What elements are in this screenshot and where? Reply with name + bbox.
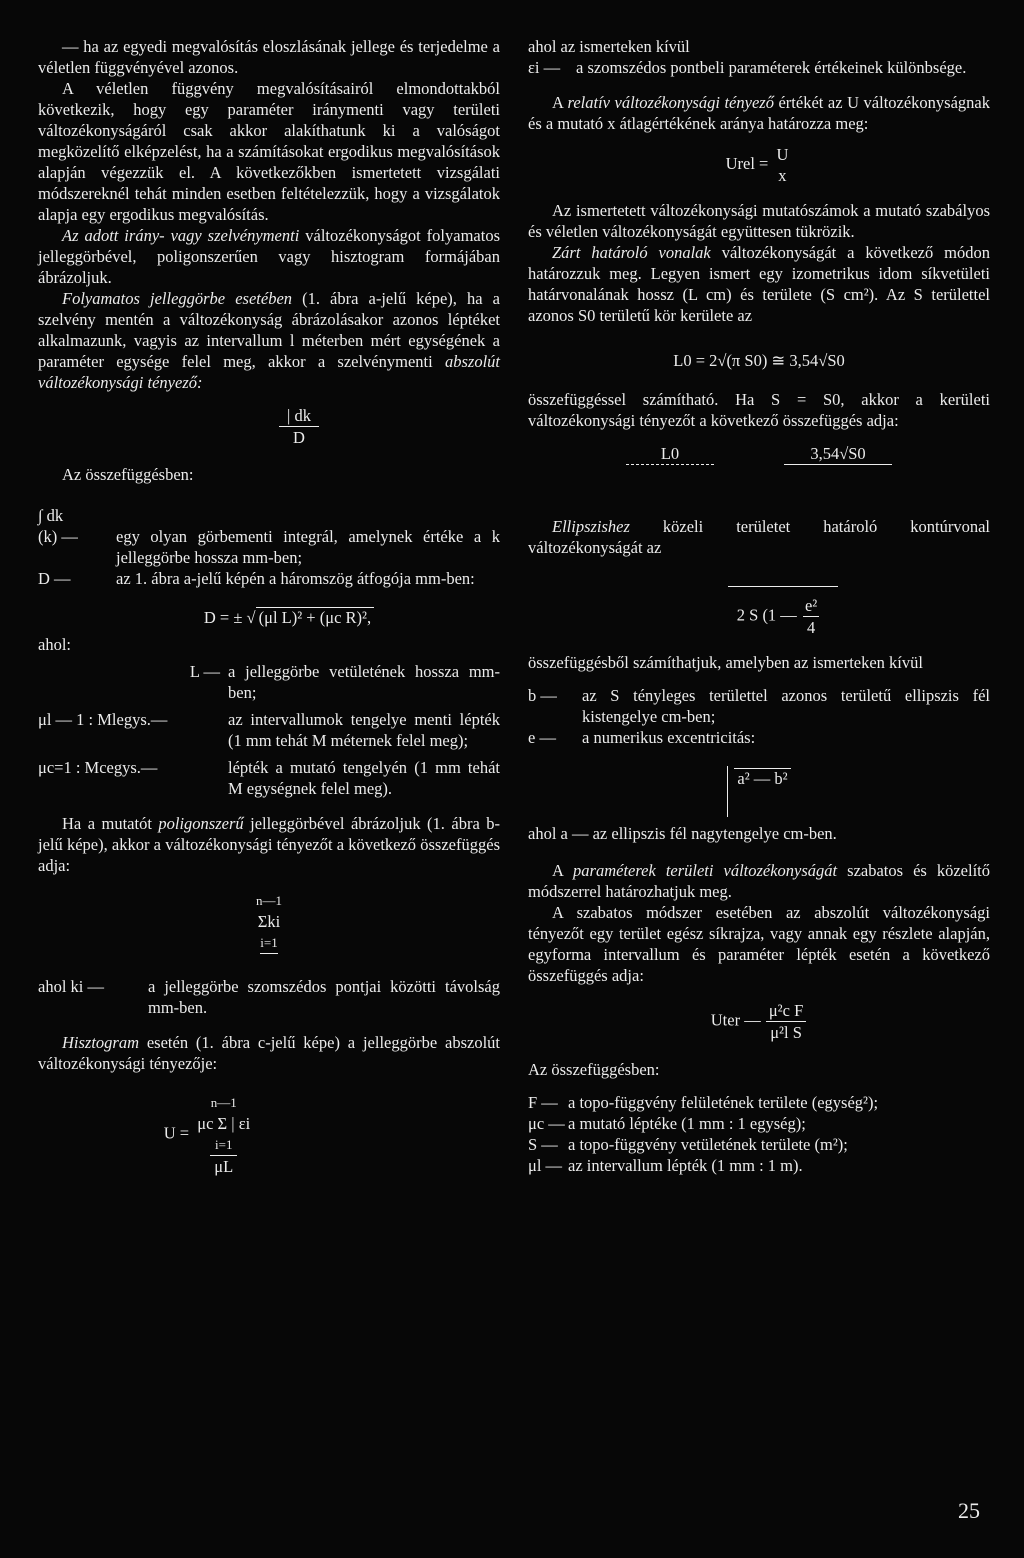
numerator: | dk [287, 406, 311, 425]
right-column [528, 36, 990, 1176]
italic-term: relatív változékonysági tényező [567, 93, 774, 112]
fraction [784, 443, 892, 486]
formula-circle: L0 = 2√(π S0) ≅ 3,54√S0 [673, 351, 845, 370]
formula-lhs: D = ± [203, 608, 243, 627]
definition-muc [528, 1113, 990, 1134]
numerator: L0 [660, 444, 680, 463]
paragraph: A paraméterek területi változékonyságát szabatos és közelítő módszerrel határozhatjuk meg. [528, 861, 990, 901]
italic-term: Folyamatos jelleggörbe esetében [62, 289, 293, 308]
def-text: a topo-függvény vetületének területe (m²); [568, 1135, 848, 1154]
italic-term: poligonszerű [158, 814, 244, 833]
def-text: az S tényleges területtel azonos területű ellipszis fél kistengelye cm-ben; [582, 686, 990, 726]
denominator: x [778, 166, 787, 185]
def-label: b — [528, 686, 557, 705]
definition-mul [38, 709, 500, 751]
radical [727, 766, 790, 817]
fraction [626, 443, 714, 486]
def-text: a topo-függvény felületének területe (egység²); [568, 1093, 879, 1112]
numerator: U [776, 145, 789, 164]
in-label: Az összefüggésben: [528, 1060, 660, 1079]
paragraph: — ha az egyedi megvalósítás eloszlásának jellege és terjedelme a véletlen függvényével azonos. [38, 37, 500, 77]
sum-upper: n—1 [256, 893, 282, 908]
paragraph: ahol a — az ellipszis fél nagytengelye cm-ben. [528, 824, 837, 843]
formula-territory [528, 1000, 990, 1043]
def-label: μl — 1 : Mlegys.— [38, 710, 168, 729]
fraction [772, 144, 792, 186]
formula-perimeter [528, 443, 990, 486]
def-label: εi — [528, 58, 561, 77]
formula-lhs: U = [163, 1123, 190, 1143]
def-text: a numerikus excentricitás: [582, 728, 756, 747]
sum-lower: i=1 [260, 932, 277, 954]
text: (1. ábra a-jelű képe), ha a szelvény mentén a változékonyság ábrázolásakor azonos léptéket alkalmazunk, vagyis az intervallum l méterben mért egységének a paraméter egysége felel meg, akkor a szelvénymenti [38, 289, 500, 371]
paragraph: Ellipszishez közeli területet határoló kontúrvonal változékonyságát az [528, 517, 990, 557]
def-text: egy olyan görbementi integrál, amelynek értéke a k jelleggörbe hossza mm-ben; [116, 527, 500, 567]
numerator: e² [804, 596, 818, 615]
sum-lower: i=1 [215, 1137, 233, 1152]
definition-mul [528, 1155, 990, 1176]
paragraph: összefüggésből számíthatjuk, amelyben az ismerteken kívül [528, 653, 923, 672]
def-label: L — [189, 662, 220, 681]
formula-excentricity [528, 766, 990, 817]
paragraph: összefüggéssel számítható. Ha S = S0, akkor a kerületi változékonysági tényezőt a következő összefüggés adja: [528, 390, 990, 430]
def-label: F — [528, 1093, 558, 1112]
denominator [626, 464, 714, 486]
def-text: a jelleggörbe szomszédos pontjai közötti távolság mm-ben. [148, 977, 500, 1017]
formula-bar [728, 586, 838, 587]
def-label: μl — [528, 1156, 563, 1175]
formula-polygon [38, 890, 500, 954]
fraction [765, 1000, 807, 1043]
denominator: 4 [803, 616, 819, 638]
in-label: Az összefüggésben: [62, 465, 194, 484]
def-text: az 1. ábra a-jelű képén a háromszög átfogója mm-ben: [116, 569, 475, 588]
def-text: a mutató léptéke (1 mm : 1 egység); [568, 1114, 806, 1133]
formula-lhs: Uter — [710, 1010, 761, 1030]
definition-e [528, 727, 990, 748]
def-text: az intervallum lépték (1 mm : 1 m). [568, 1156, 803, 1175]
denominator: D [279, 426, 319, 448]
numerator: 3,54√S0 [810, 444, 866, 463]
formula-histogram [0, 1092, 500, 1177]
fraction [193, 1092, 254, 1177]
italic-term: Hisztogram [62, 1033, 140, 1052]
denominator [784, 464, 892, 486]
def-text: az intervallumok tengelye menti lépték (1 mm tehát M méternek felel meg); [228, 710, 500, 750]
fraction [279, 405, 319, 448]
definition-F [528, 1092, 990, 1113]
paragraph: Zárt határoló vonalak változékonyságát a következő módon határozzuk meg. Legyen ismert egy izometrikus idom síkvetületi határvonalának hossz (L cm) és területe (S cm²). Az S területtel azonos S0 területű kör kerülete az [528, 243, 990, 325]
paragraph: Ha a mutatót poligonszerű jelleggörbével ábrázoljuk (1. ábra b-jelű képe), akkor a változékonysági tényezőt a következő összefüggés adja: [38, 814, 500, 875]
sum-block [256, 890, 282, 954]
italic-term: paraméterek területi változékonyságát [573, 861, 838, 880]
definition-L [38, 661, 500, 703]
sum-term: Σki [257, 912, 281, 931]
italic-term: abszolút változékonysági tényező: [38, 352, 500, 392]
paragraph: Hisztogram esetén (1. ábra c-jelű képe) a jelleggörbe abszolút változékonysági tényezője: [38, 1033, 500, 1073]
def-label: e — [528, 728, 556, 747]
left-column [38, 36, 500, 1183]
paragraph [38, 225, 500, 288]
radicand: a² — b² [734, 768, 790, 788]
def-text: lépték a mutató tengelyén (1 mm tehát M egységnek felel meg). [228, 758, 500, 798]
radicand: (μl L)² + (μc R)², [256, 607, 375, 627]
def-label: S — [528, 1135, 558, 1154]
numerator: μc Σ | εi [197, 1114, 251, 1133]
def-label: (k) — [38, 527, 78, 546]
paragraph: A szabatos módszer esetében az abszolút változékonysági tényezőt egy terület egész síkrajza, vagy annak egy részlete alapján, egyforma intervallum és paraméter lépték esetén a következő összefüggés adja: [528, 903, 990, 985]
definition-ki [38, 976, 500, 1018]
sum-upper: n—1 [210, 1095, 237, 1110]
formula-D: D = ± √ (μl L)² + (μc R)², [78, 607, 500, 628]
def-text: a jelleggörbe vetületének hossza mm-ben; [228, 662, 500, 702]
italic-term: Ellipszishez [552, 517, 630, 536]
ahol-label: ahol: [38, 635, 71, 654]
definition-eps [528, 57, 990, 78]
paragraph: A relatív változékonysági tényező értékét az U változékonyságnak és a mutató x átlagértékének aránya határozza meg: [528, 93, 990, 133]
def-label: μc=1 : Mcegys.— [38, 758, 158, 777]
def-label: D — [38, 569, 71, 588]
definition-muc [38, 757, 500, 799]
numerator: μ²c F [768, 1001, 804, 1020]
paragraph [38, 288, 500, 393]
definition-b [528, 685, 990, 727]
formula-relative [528, 144, 990, 186]
definition-D [38, 568, 500, 589]
formula-ellipse [568, 595, 990, 638]
def-text: a szomszédos pontbeli paraméterek értékeinek különbsége. [576, 58, 967, 77]
definition-S [528, 1134, 990, 1155]
paragraph: A véletlen függvény megvalósításairól elmondottakból következik, hogy egy paraméter iránymenti vagy területi változékonyságáról csak akkor alakíthatunk ki a valóságot megközelítő elképzelést, ha a számításokat ergodikus megvalósítások alapján végezzük el. A következőkben ismertetett vizsgálati módszereknél tehát minden esetben feltételezzük, hogy a vizsgálatok alapja egy ergodikus megvalósítás. [38, 79, 500, 224]
integral-symbol: ∫ dk [38, 506, 64, 525]
paragraph: ahol az ismerteken kívül [528, 37, 690, 56]
formula-absolute [98, 405, 500, 448]
text: változékonyságot folyamatos jelleggörbével, poligonszerűen vagy hisztogram formájában ábrázoljuk. [38, 226, 500, 287]
definition-k [38, 526, 500, 568]
def-label: μc — [528, 1114, 565, 1133]
italic-term: Zárt határoló vonalak [552, 243, 711, 262]
denominator: μL [210, 1155, 237, 1177]
page-number: 25 [958, 1498, 980, 1523]
def-label: ahol ki — [38, 977, 104, 996]
italic-term: Az adott irány- vagy szelvénymenti [62, 226, 300, 245]
denominator: μ²l S [766, 1021, 806, 1043]
paragraph: Az ismertetett változékonysági mutatószámok a mutató szabályos és véletlen változékonyságát együttesen tükrözik. [528, 201, 990, 241]
formula-main: 2 S (1 — [736, 605, 797, 625]
fraction [801, 595, 821, 638]
formula-lhs: Urel = [725, 153, 769, 173]
